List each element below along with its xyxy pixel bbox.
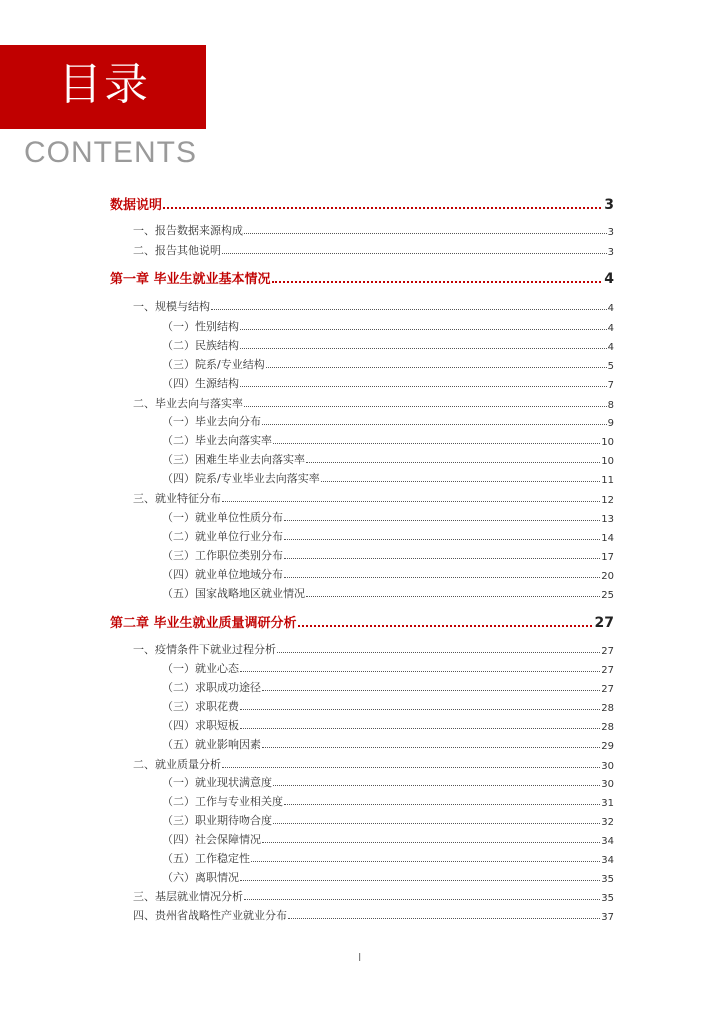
toc-entry-sub[interactable] bbox=[162, 470, 614, 486]
dot-leader bbox=[240, 386, 607, 387]
toc-entry-sub[interactable] bbox=[162, 679, 614, 695]
dot-leader bbox=[240, 348, 607, 349]
toc-entry-label: （五）工作稳定性 bbox=[162, 852, 250, 865]
toc-entry-page: 10 bbox=[601, 456, 614, 467]
toc-entry-page: 17 bbox=[601, 552, 614, 563]
dot-leader bbox=[273, 443, 600, 444]
toc-entry-sub[interactable] bbox=[162, 698, 614, 714]
toc-entry-sub[interactable] bbox=[162, 812, 614, 828]
dot-leader bbox=[284, 558, 600, 559]
toc-entry-label: （四）社会保障情况 bbox=[162, 833, 261, 846]
dot-leader bbox=[284, 804, 600, 805]
toc-entry-page: 29 bbox=[601, 741, 614, 752]
dot-leader bbox=[244, 899, 600, 900]
toc-entry-chapter[interactable] bbox=[110, 194, 614, 213]
toc-entry-label: 第一章 毕业生就业基本情况 bbox=[110, 272, 271, 287]
dot-leader bbox=[284, 577, 600, 578]
page-number: I bbox=[358, 951, 362, 964]
toc-entry-label: （二）求职成功途径 bbox=[162, 681, 261, 694]
toc-entry-sub[interactable] bbox=[162, 736, 614, 752]
toc-entry-page: 34 bbox=[601, 836, 614, 847]
toc-entry-sub[interactable] bbox=[162, 585, 614, 601]
dot-leader bbox=[306, 596, 600, 597]
dot-leader bbox=[266, 367, 607, 368]
toc-entry-label: 二、就业质量分析 bbox=[133, 758, 221, 771]
toc-entry-label: 三、就业特征分布 bbox=[133, 492, 221, 505]
toc-entry-label: 四、贵州省战略性产业就业分布 bbox=[133, 909, 287, 922]
toc-entry-sub[interactable] bbox=[162, 528, 614, 544]
toc-entry-page: 3 bbox=[604, 197, 614, 213]
toc-entry-page: 35 bbox=[601, 874, 614, 885]
dot-leader bbox=[222, 501, 600, 502]
toc-entry-sub[interactable] bbox=[162, 660, 614, 676]
toc-entry-page: 4 bbox=[604, 271, 614, 287]
toc-entry-sub[interactable] bbox=[162, 869, 614, 885]
toc-entry-sub[interactable] bbox=[162, 337, 614, 353]
toc-entry-sec[interactable] bbox=[133, 756, 614, 772]
toc-entry-label: （四）就业单位地域分布 bbox=[162, 568, 283, 581]
toc-entry-page: 4 bbox=[607, 303, 614, 314]
toc-entry-page: 30 bbox=[601, 779, 614, 790]
toc-entry-label: （四）院系/专业毕业去向落实率 bbox=[162, 472, 320, 485]
toc-entry-label: （三）困难生毕业去向落实率 bbox=[162, 453, 305, 466]
dot-leader bbox=[244, 406, 607, 407]
toc-entry-sec[interactable] bbox=[133, 641, 614, 657]
toc-entry-label: 二、报告其他说明 bbox=[133, 244, 221, 257]
toc-entry-sub[interactable] bbox=[162, 793, 614, 809]
toc-entry-sub[interactable] bbox=[162, 547, 614, 563]
toc-entry-page: 27 bbox=[594, 615, 614, 631]
toc-entry-sub[interactable] bbox=[162, 509, 614, 525]
dot-leader bbox=[240, 709, 600, 710]
toc-entry-label: 一、报告数据来源构成 bbox=[133, 224, 243, 237]
toc-entry-page: 11 bbox=[601, 475, 614, 486]
toc-entry-page: 9 bbox=[607, 418, 614, 429]
toc-entry-sub[interactable] bbox=[162, 451, 614, 467]
toc-entry-label: （二）工作与专业相关度 bbox=[162, 795, 283, 808]
toc-entry-sub[interactable] bbox=[162, 413, 614, 429]
toc-entry-label: 二、毕业去向与落实率 bbox=[133, 397, 243, 410]
toc-entry-sub[interactable] bbox=[162, 356, 614, 372]
dot-leader bbox=[163, 207, 601, 209]
toc-entry-sec[interactable] bbox=[133, 907, 614, 923]
toc-entry-page: 28 bbox=[601, 722, 614, 733]
dot-leader bbox=[273, 785, 600, 786]
dot-leader bbox=[244, 233, 607, 234]
toc-entry-label: （一）性别结构 bbox=[162, 320, 239, 333]
toc-entry-page: 37 bbox=[601, 912, 614, 923]
toc-entry-page: 7 bbox=[607, 380, 614, 391]
dot-leader bbox=[288, 918, 600, 919]
toc-entry-page: 4 bbox=[607, 342, 614, 353]
toc-entry-page: 4 bbox=[607, 323, 614, 334]
toc-entry-label: （四）生源结构 bbox=[162, 377, 239, 390]
dot-leader bbox=[298, 625, 592, 627]
dot-leader bbox=[284, 520, 600, 521]
dot-leader bbox=[262, 747, 600, 748]
toc-entry-label: （一）就业单位性质分布 bbox=[162, 511, 283, 524]
toc-entry-label: （一）就业现状满意度 bbox=[162, 776, 272, 789]
dot-leader bbox=[262, 690, 600, 691]
dot-leader bbox=[222, 253, 607, 254]
dot-leader bbox=[272, 281, 602, 283]
dot-leader bbox=[240, 671, 600, 672]
toc-entry-sub[interactable] bbox=[162, 831, 614, 847]
page-title: 目录 bbox=[58, 59, 150, 110]
toc-entry-page: 8 bbox=[607, 400, 614, 411]
toc-entry-page: 27 bbox=[601, 665, 614, 676]
toc-entry-page: 31 bbox=[601, 798, 614, 809]
toc-entry-label: （一）就业心态 bbox=[162, 662, 239, 675]
toc-entry-page: 30 bbox=[601, 761, 614, 772]
toc-entry-page: 13 bbox=[601, 514, 614, 525]
toc-entry-page: 5 bbox=[607, 361, 614, 372]
toc-entry-sec[interactable] bbox=[133, 242, 614, 258]
toc-entry-sub[interactable] bbox=[162, 774, 614, 790]
dot-leader bbox=[321, 481, 601, 482]
toc-entry-label: （二）毕业去向落实率 bbox=[162, 434, 272, 447]
dot-leader bbox=[211, 309, 607, 310]
toc-entry-label: （三）院系/专业结构 bbox=[162, 358, 265, 371]
dot-leader bbox=[277, 652, 600, 653]
toc-entry-page: 32 bbox=[601, 817, 614, 828]
toc-entry-sub[interactable] bbox=[162, 850, 614, 866]
toc-entry-page: 27 bbox=[601, 684, 614, 695]
toc-entry-label: （五）国家战略地区就业情况 bbox=[162, 587, 305, 600]
toc-entry-sub[interactable] bbox=[162, 566, 614, 582]
toc-entry-sub[interactable] bbox=[162, 375, 614, 391]
dot-leader bbox=[222, 767, 600, 768]
toc-entry-chapter[interactable] bbox=[110, 268, 614, 287]
dot-leader bbox=[240, 329, 607, 330]
toc-entry-label: 三、基层就业情况分析 bbox=[133, 890, 243, 903]
toc-entry-page: 35 bbox=[601, 893, 614, 904]
toc-entry-sec[interactable] bbox=[133, 222, 614, 238]
toc-entry-label: （四）求职短板 bbox=[162, 719, 239, 732]
title-banner bbox=[0, 45, 206, 129]
toc-entry-page: 25 bbox=[601, 590, 614, 601]
toc-entry-page: 3 bbox=[607, 227, 614, 238]
toc-entry-sec[interactable] bbox=[133, 298, 614, 314]
toc-entry-label: 第二章 毕业生就业质量调研分析 bbox=[110, 616, 297, 631]
contents-subtitle: CONTENTS bbox=[24, 136, 197, 169]
toc-entry-label: （三）求职花费 bbox=[162, 700, 239, 713]
toc-entry-sec[interactable] bbox=[133, 490, 614, 506]
toc-entry-label: （二）就业单位行业分布 bbox=[162, 530, 283, 543]
dot-leader bbox=[273, 823, 600, 824]
toc-entry-label: 一、疫情条件下就业过程分析 bbox=[133, 643, 276, 656]
toc-entry-page: 34 bbox=[601, 855, 614, 866]
toc-entry-label: （二）民族结构 bbox=[162, 339, 239, 352]
toc-entry-label: （一）毕业去向分布 bbox=[162, 415, 261, 428]
toc-entry-label: 数据说明 bbox=[110, 198, 163, 213]
toc-entry-sec[interactable] bbox=[133, 888, 614, 904]
dot-leader bbox=[240, 728, 600, 729]
dot-leader bbox=[306, 462, 600, 463]
toc-entry-sec[interactable] bbox=[133, 395, 614, 411]
toc-entry-page: 20 bbox=[601, 571, 614, 582]
toc-entry-sub[interactable] bbox=[162, 318, 614, 334]
toc-entry-label: （三）职业期待吻合度 bbox=[162, 814, 272, 827]
toc-entry-sub[interactable] bbox=[162, 432, 614, 448]
dot-leader bbox=[284, 539, 600, 540]
toc-entry-label: （三）工作职位类别分布 bbox=[162, 549, 283, 562]
toc-entry-page: 27 bbox=[601, 646, 614, 657]
dot-leader bbox=[240, 880, 600, 881]
toc-entry-sub[interactable] bbox=[162, 717, 614, 733]
toc-entry-chapter[interactable] bbox=[110, 612, 614, 631]
toc-entry-label: （六）离职情况 bbox=[162, 871, 239, 884]
dot-leader bbox=[251, 861, 600, 862]
toc-entry-page: 10 bbox=[601, 437, 614, 448]
dot-leader bbox=[262, 842, 600, 843]
toc-entry-page: 14 bbox=[601, 533, 614, 544]
toc-entry-page: 28 bbox=[601, 703, 614, 714]
dot-leader bbox=[262, 424, 607, 425]
toc-entry-label: （五）就业影响因素 bbox=[162, 738, 261, 751]
toc-entry-page: 12 bbox=[601, 495, 614, 506]
toc-entry-page: 3 bbox=[607, 247, 614, 258]
toc-entry-label: 一、规模与结构 bbox=[133, 300, 210, 313]
